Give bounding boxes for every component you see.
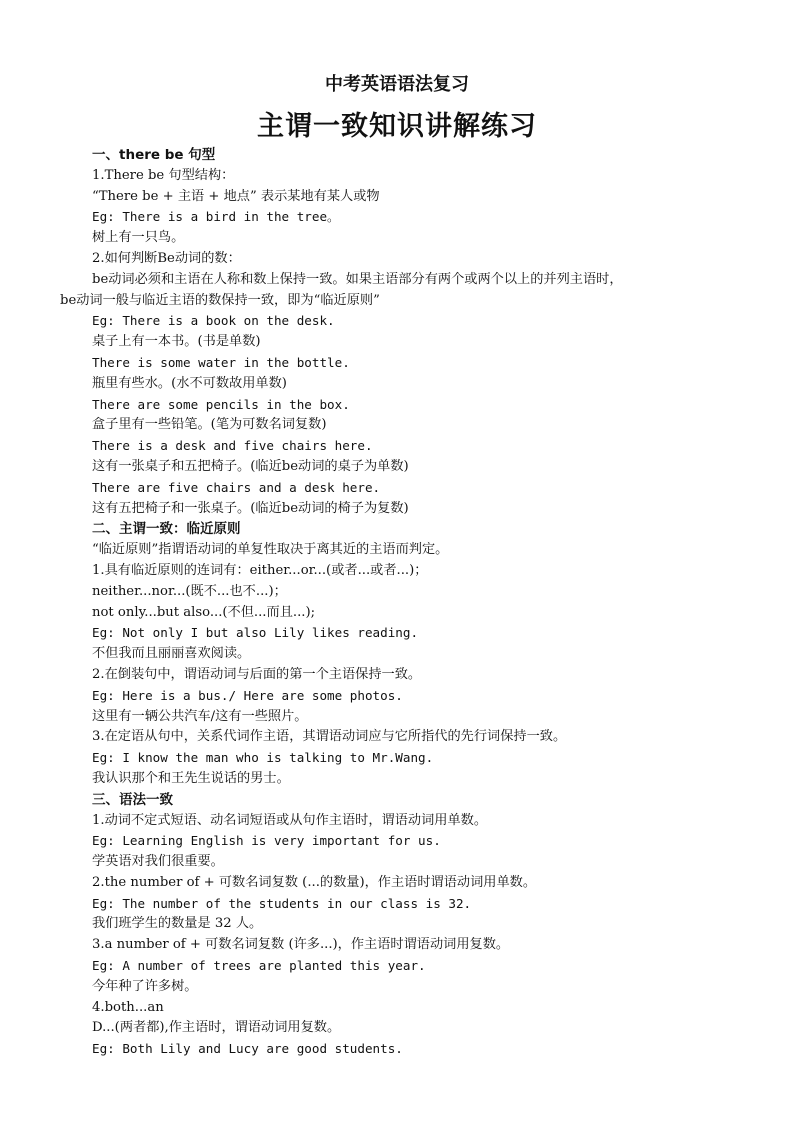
text-line: 2.如何判断Be动词的数： — [92, 250, 241, 266]
text-line: 2.在倒装句中，谓语动词与后面的第一个主语保持一致。 — [92, 666, 422, 682]
text-line: 1.动词不定式短语、动名词短语或从句作主语时，谓语动词用单数。 — [92, 812, 488, 828]
example-line: Eg: Not only I but also Lily likes reading. — [92, 625, 419, 641]
document-title: 主谓一致知识讲解练习 — [257, 111, 537, 142]
text-line: neither...nor...(既不...也不...)； — [92, 583, 287, 599]
translation-line: 学英语对我们很重要。 — [92, 854, 224, 870]
translation-line: 这有一张桌子和五把椅子。(临近be动词的桌子为单数) — [92, 458, 409, 474]
text-line: be动词一般与临近主语的数保持一致，即为“临近原则” — [60, 292, 380, 308]
example-line: There are five chairs and a desk here. — [92, 479, 381, 495]
example-line: Eg: Learning English is very important for us. — [92, 833, 441, 849]
translation-line: 我认识那个和王先生说话的男士。 — [92, 770, 290, 786]
translation-line: 今年种了许多树。 — [92, 978, 198, 994]
translation-line: 我们班学生的数量是 32 人。 — [92, 916, 263, 932]
example-line: There are some pencils in the box. — [92, 396, 350, 412]
example-line: Eg: There is a bird in the tree。 — [92, 209, 340, 225]
example-line: Eg: I know the man who is talking to Mr.Wang. — [92, 750, 434, 766]
text-line: 3.在定语从句中，关系代词作主语，其谓语动词应与它所指代的先行词保持一致。 — [92, 729, 567, 745]
text-line: 1.具有临近原则的连词有：either...or...(或者...或者...)； — [92, 562, 428, 578]
example-line: There is a desk and five chairs here. — [92, 438, 373, 454]
document-body — [60, 145, 750, 1060]
example-line: Eg: Here is a bus./ Here are some photos. — [92, 687, 403, 703]
section-heading-3: 三、语法一致 — [92, 791, 173, 808]
translation-line: 桌子上有一本书。(书是单数) — [92, 334, 261, 350]
translation-line: 这有五把椅子和一张桌子。(临近be动词的椅子为复数) — [92, 500, 409, 516]
text-line: 1.There be 句型结构： — [92, 167, 235, 183]
translation-line: 盒子里有一些铅笔。(笔为可数名词复数) — [92, 417, 327, 433]
example-line: Eg: There is a book on the desk. — [92, 313, 335, 329]
text-line: D...(两者都),作主语时，谓语动词用复数。 — [92, 1020, 341, 1036]
translation-line: 瓶里有些水。(水不可数故用单数) — [92, 375, 287, 391]
example-line: Eg: Both Lily and Lucy are good students. — [92, 1041, 403, 1057]
text-line: 3.a number of + 可数名词复数 (许多...)，作主语时谓语动词用复数。 — [92, 937, 510, 953]
translation-line: 这里有一辆公共汽车/这有一些照片。 — [92, 708, 308, 724]
text-line: 4.both...an — [92, 999, 164, 1015]
text-line: “临近原则”指谓语动词的单复性取决于离其近的主语而判定。 — [92, 542, 449, 558]
example-line: There is some water in the bottle. — [92, 354, 350, 370]
text-line: be动词必须和主语在人称和数上保持一致。如果主语部分有两个或两个以上的并列主语时， — [92, 271, 623, 287]
example-line: Eg: A number of trees are planted this year. — [92, 958, 426, 974]
text-line: not only...but also...(不但...而且...); — [92, 604, 316, 620]
document-subtitle: 中考英语语法复习 — [325, 74, 469, 95]
section-heading-1: 一、there be 句型 — [92, 147, 216, 163]
translation-line: 不但我而且丽丽喜欢阅读。 — [92, 646, 251, 662]
example-line: Eg: The number of the students in our class is 32. — [92, 895, 472, 911]
section-heading-2: 二、主谓一致：临近原则 — [92, 521, 241, 538]
translation-line: 树上有一只鸟。 — [92, 230, 185, 246]
text-line: “There be + 主语 + 地点” 表示某地有某人或物 — [92, 188, 380, 204]
text-line: 2.the number of + 可数名词复数 (...的数量)，作主语时谓语动词用单数。 — [92, 874, 537, 890]
